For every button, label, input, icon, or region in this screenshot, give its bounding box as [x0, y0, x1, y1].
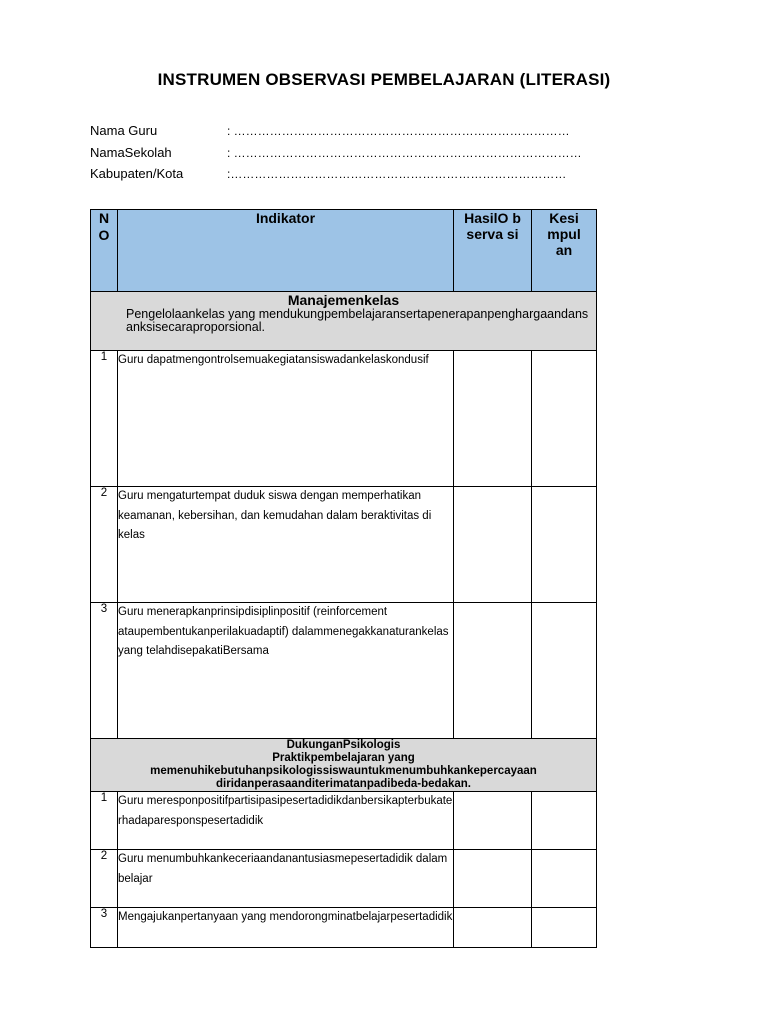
hasil-cell[interactable] [454, 850, 532, 908]
row-number: 3 [91, 908, 118, 948]
header-indikator: Indikator [118, 210, 454, 292]
section-row [91, 292, 597, 351]
row-indicator: Guru meresponpositifpartisipasipesertadidikdanbersikapterbukaterhadaparesponspesertadidik [118, 792, 454, 850]
table-row [91, 908, 597, 948]
section-dukungan-psikologis [91, 739, 597, 792]
section-title: DukunganPsikologis [286, 739, 401, 751]
section-description-line: memenuhikebutuhanpsikologissiswauntukmenumbuhkankepercayaan [150, 765, 537, 777]
kesimpulan-cell[interactable] [532, 351, 597, 487]
row-indicator: Guru menerapkanprinsipdisiplinpositif (reinforcement ataupembentukanperilakuadaptif) dalammenegakkanaturankelas yang telahdisepakatiBersama [118, 603, 454, 739]
row-number: 1 [91, 351, 118, 487]
observation-table [90, 209, 597, 948]
row-number: 2 [91, 850, 118, 908]
section-description-line: diridanperasaanditerimatanpadibeda-bedakan. [216, 778, 471, 790]
info-label: Nama Guru [90, 123, 158, 138]
kesimpulan-cell[interactable] [532, 487, 597, 603]
row-indicator: Guru dapatmengontrolsemuakegiatansiswadankelaskondusif [118, 351, 454, 487]
section-description-line: Praktikpembelajaran yang [272, 752, 415, 764]
table-row [91, 850, 597, 908]
row-indicator: Guru mengaturtempat duduk siswa dengan memperhatikan keamanan, kebersihan, dan kemudahan dalam beraktivitas di kelas [118, 487, 454, 603]
kesimpulan-cell[interactable] [532, 603, 597, 739]
info-value: : ………………………………………………………………………… [227, 124, 570, 138]
table-row [91, 351, 597, 487]
row-number: 3 [91, 603, 118, 739]
info-label: Kabupaten/Kota [90, 166, 184, 181]
document-title: INSTRUMEN OBSERVASI PEMBELAJARAN (LITERASI) [157, 70, 611, 89]
hasil-cell[interactable] [454, 792, 532, 850]
row-number: 2 [91, 487, 118, 603]
info-row-kabupaten [90, 166, 566, 181]
info-value: :………………………………………………………………………… [227, 167, 567, 181]
table-header-row [91, 210, 597, 292]
info-label: NamaSekolah [90, 145, 172, 160]
info-row-nama-guru [90, 123, 570, 138]
table-row [91, 792, 597, 850]
section-manajemen-kelas [91, 292, 597, 351]
table-row [91, 487, 597, 603]
hasil-cell[interactable] [454, 351, 532, 487]
section-description: Pengelolaankelas yang mendukungpembelajaransertapenerapanpenghargaandansanksisecaraproporsional. [126, 307, 589, 334]
hasil-cell[interactable] [454, 487, 532, 603]
section-row [91, 739, 597, 792]
header-kesimpulan: Kesi mpul an [532, 210, 597, 292]
table-row [91, 603, 597, 739]
row-indicator: Guru menumbuhkankeceriaandanantusiasmepesertadidik dalambelajar [118, 850, 454, 908]
kesimpulan-cell[interactable] [532, 908, 597, 948]
kesimpulan-cell[interactable] [532, 850, 597, 908]
header-no: N O [91, 210, 118, 292]
info-row-nama-sekolah [90, 145, 582, 160]
row-number: 1 [91, 792, 118, 850]
hasil-cell[interactable] [454, 603, 532, 739]
hasil-cell[interactable] [454, 908, 532, 948]
info-value: : …………………………………………………………………………… [227, 146, 582, 160]
row-indicator: Mengajukanpertanyaan yang mendorongminatbelajarpesertadidik [118, 908, 454, 948]
header-hasil-observasi: HasilO bserva si [454, 210, 532, 292]
section-title: Manajemenkelas [287, 292, 400, 308]
kesimpulan-cell[interactable] [532, 792, 597, 850]
